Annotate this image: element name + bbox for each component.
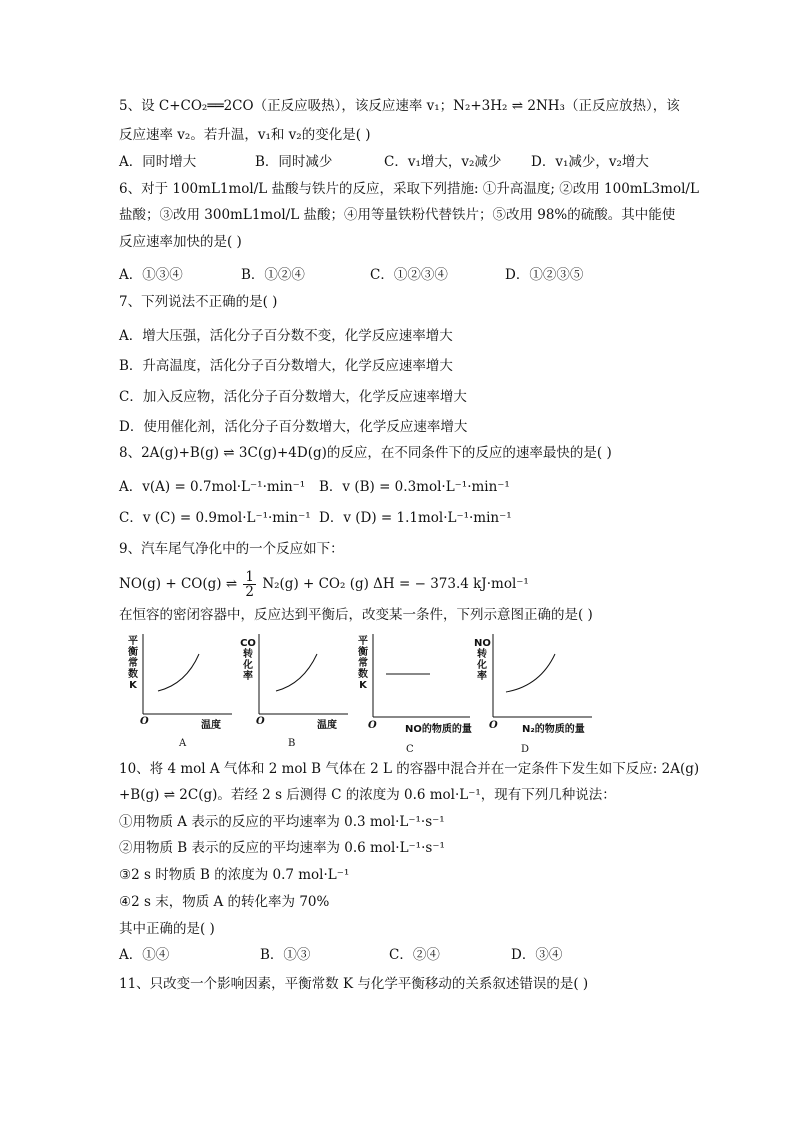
graph-b-origin: O <box>256 716 265 727</box>
graph-a-axes <box>124 634 234 729</box>
graph-d-ylabel: NO 转 化 率 <box>474 638 491 682</box>
q11-stem: 11、只改变一个影响因素，平衡常数 K 与化学平衡移动的关系叙述错误的是( ) <box>119 976 589 992</box>
q5-option-a: A．同时增大 <box>119 154 197 170</box>
q9-eq-frac-num: 1 <box>245 569 255 585</box>
q7-option-b: B．升高温度，活化分子百分数增大，化学反应速率增大 <box>119 358 453 374</box>
graph-a-caption: A <box>179 738 187 749</box>
q5-option-d: D．v₁减少，v₂增大 <box>531 154 649 170</box>
q6-option-a: A．①③④ <box>119 267 183 283</box>
q10-statement-4: ④2 s 末，物质 A 的转化率为 70% <box>119 894 330 910</box>
q6-option-d: D．①②③⑤ <box>505 267 584 283</box>
q9-line3: 在恒容的密闭容器中，反应达到平衡后，改变某一条件，下列示意图正确的是( ) <box>119 607 593 623</box>
q9-eq-right: N₂(g) + CO₂ (g) ΔH = − 373.4 kJ·mol⁻¹ <box>262 576 529 592</box>
graph-d-caption: D <box>521 744 530 755</box>
q9-eq-left: NO(g) + CO(g) ⇌ <box>119 576 238 592</box>
graph-c-ylabel: 平 衡 常 数 K <box>358 636 368 691</box>
q7-option-a: A．增大压强，活化分子百分数不变，化学反应速率增大 <box>119 328 453 344</box>
q10-statement-3: ③2 s 时物质 B 的浓度为 0.7 mol·L⁻¹ <box>119 867 350 883</box>
q8-option-a: A．v(A) = 0.7mol·L⁻¹·min⁻¹ <box>119 479 306 495</box>
q10-statement-2: ②用物质 B 表示的反应的平均速率为 0.6 mol·L⁻¹·s⁻¹ <box>119 840 445 856</box>
q5-line1: 5、设 C+CO₂══2CO（正反应吸热），该反应速率 v₁；N₂+3H₂ ⇌ 2NH₃（正反应放热），该 <box>119 98 680 114</box>
graph-b-xlabel: 温度 <box>317 720 337 731</box>
q8-option-c: C．v (C) = 0.9mol·L⁻¹·min⁻¹ <box>119 510 311 526</box>
graph-b-ylabel: CO 转 化 率 <box>240 638 256 682</box>
q6-line3: 反应速率加快的是( ) <box>119 234 242 250</box>
graph-d-xlabel: N₂的物质的量 <box>522 724 585 735</box>
q8-options-row1 <box>119 478 679 496</box>
graph-a-ylabel: 平 衡 常 数 K <box>128 636 138 691</box>
q5-line2: 反应速率 v₂。若升温，v₁和 v₂的变化是( ) <box>119 127 371 143</box>
q6-option-c: C．①②③④ <box>370 267 448 283</box>
q8-option-b: B．v (B) = 0.3mol·L⁻¹·min⁻¹ <box>319 479 510 495</box>
graph-a-xlabel: 温度 <box>201 720 221 731</box>
graph-c-origin: O <box>368 720 377 731</box>
q6-option-b: B．①②④ <box>241 267 305 283</box>
q8-options-row2 <box>119 509 679 527</box>
q9-graph-b <box>240 634 350 754</box>
q10-statement-1: ①用物质 A 表示的反应的平均速率为 0.3 mol·L⁻¹·s⁻¹ <box>119 814 445 830</box>
q9-graph-c <box>356 634 472 758</box>
q5-option-b: B．同时减少 <box>255 154 333 170</box>
q10-option-c: C．②④ <box>389 947 440 963</box>
graph-a-origin: O <box>140 716 149 727</box>
q10-options <box>119 946 679 964</box>
q6-options <box>119 266 679 284</box>
graph-d-origin: O <box>489 720 498 731</box>
q10-ask: 其中正确的是( ) <box>119 921 215 937</box>
graph-c-axes <box>356 634 472 729</box>
graph-b-caption: B <box>288 738 296 749</box>
graph-c-xlabel: NO的物质的量 <box>405 724 472 735</box>
q6-line1: 6、对于 100mL1mol/L 盐酸与铁片的反应，采取下列措施: ①升高温度; ②改用 100mL3mol/L <box>119 181 699 197</box>
q6-line2: 盐酸；③改用 300mL1mol/L 盐酸；④用等量铁粉代替铁片；⑤改用 98%的硫酸。其中能使 <box>119 207 676 223</box>
q8-stem: 8、2A(g)+B(g) ⇌ 3C(g)+4D(g)的反应，在不同条件下的反应的速率最快的是( ) <box>119 445 612 461</box>
graph-d-curve <box>506 654 555 692</box>
q10-option-a: A．①④ <box>119 947 170 963</box>
q10-option-d: D．③④ <box>511 947 563 963</box>
q7-option-c: C．加入反应物，活化分子百分数增大，化学反应速率增大 <box>119 389 467 405</box>
q10-line1: 10、将 4 mol A 气体和 2 mol B 气体在 2 L 的容器中混合并在一定条件下发生如下反应: 2A(g) <box>119 761 700 777</box>
q10-option-b: B．①③ <box>260 947 311 963</box>
q5-option-c: C．v₁增大，v₂减少 <box>384 154 502 170</box>
q9-graph-a <box>124 634 234 754</box>
graph-b-curve <box>276 654 317 691</box>
q9-graph-d <box>474 634 594 758</box>
q9-eq-fraction <box>243 570 256 599</box>
q5-options <box>119 153 679 171</box>
q7-stem: 7、下列说法不正确的是( ) <box>119 294 278 310</box>
q9-stem: 9、汽车尾气净化中的一个反应如下： <box>119 541 344 557</box>
graph-b-axes <box>240 634 350 729</box>
q9-equation <box>119 566 529 602</box>
q7-option-d: D．使用催化剂，活化分子百分数增大，化学反应速率增大 <box>119 419 468 435</box>
q9-eq-frac-den: 2 <box>245 584 255 600</box>
q10-line2: +B(g) ⇌ 2C(g)。若经 2 s 后测得 C 的浓度为 0.6 mol·L⁻¹，现有下列几种说法： <box>119 787 616 803</box>
graph-a-curve <box>158 654 199 691</box>
graph-c-caption: C <box>406 744 414 755</box>
q8-option-d: D．v (D) = 1.1mol·L⁻¹·min⁻¹ <box>319 510 512 526</box>
graph-d-axes <box>474 634 594 729</box>
